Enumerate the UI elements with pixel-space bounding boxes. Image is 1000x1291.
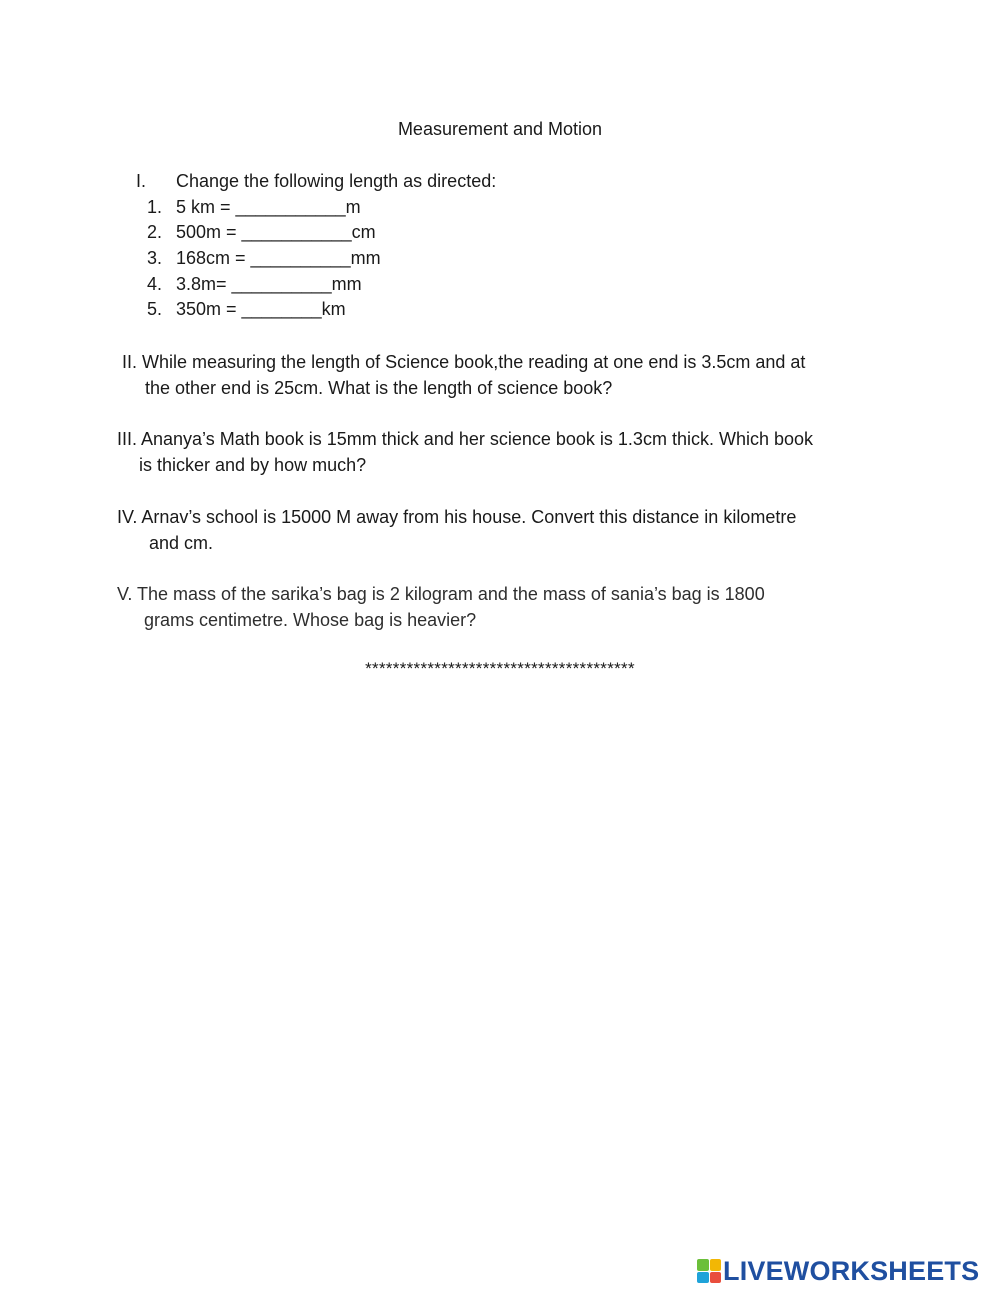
list-item-number: 4. [147, 274, 163, 294]
list-item-number: 1. [147, 197, 163, 217]
question-two-line-1: II. While measuring the length of Science book,the reading at one end is 3.5cm and at [122, 352, 806, 372]
end-separator: *************************************** [365, 659, 635, 678]
section-one-numeral: I. [136, 171, 147, 191]
section-one-heading [136, 170, 496, 192]
worksheet-title: Measurement and Motion [397, 119, 603, 139]
list-item-number: 5. [147, 299, 163, 319]
list-item [147, 196, 361, 218]
list-item [147, 221, 376, 243]
logo-square [697, 1272, 709, 1284]
section-one-heading-text: Change the following length as directed: [176, 171, 497, 191]
logo-squares-icon [697, 1259, 721, 1283]
question-four [117, 504, 796, 556]
question-two-line-2: the other end is 25cm. What is the length of science book? [145, 378, 613, 398]
question-five-line-2: grams centimetre. Whose bag is heavier? [144, 610, 477, 630]
question-three-line-1: III. Ananya’s Math book is 15mm thick and her science book is 1.3cm thick. Which book [117, 429, 813, 449]
logo-square [697, 1259, 709, 1271]
logo-square [710, 1272, 722, 1284]
logo-square [710, 1259, 722, 1271]
logo-text: LIVEWORKSHEETS [723, 1255, 980, 1286]
list-item-text: 168cm = __________mm [176, 248, 381, 268]
list-item [147, 247, 381, 269]
question-four-line-1: IV. Arnav’s school is 15000 M away from his house. Convert this distance in kilometre [117, 507, 797, 527]
question-two [122, 349, 805, 401]
list-item [147, 273, 362, 295]
liveworksheets-logo [697, 1256, 979, 1286]
list-item [147, 298, 346, 320]
question-five [117, 581, 765, 633]
list-item-text: 500m = ___________cm [176, 222, 376, 242]
question-four-line-2: and cm. [149, 533, 214, 553]
question-five-line-1: V. The mass of the sarika’s bag is 2 kilogram and the mass of sania’s bag is 1800 [117, 584, 765, 604]
list-item-number: 3. [147, 248, 163, 268]
list-item-text: 350m = ________km [176, 299, 346, 319]
question-three [117, 426, 813, 478]
list-item-number: 2. [147, 222, 163, 242]
question-three-line-2: is thicker and by how much? [139, 455, 367, 475]
list-item-text: 5 km = ___________m [176, 197, 361, 217]
list-item-text: 3.8m= __________mm [176, 274, 362, 294]
